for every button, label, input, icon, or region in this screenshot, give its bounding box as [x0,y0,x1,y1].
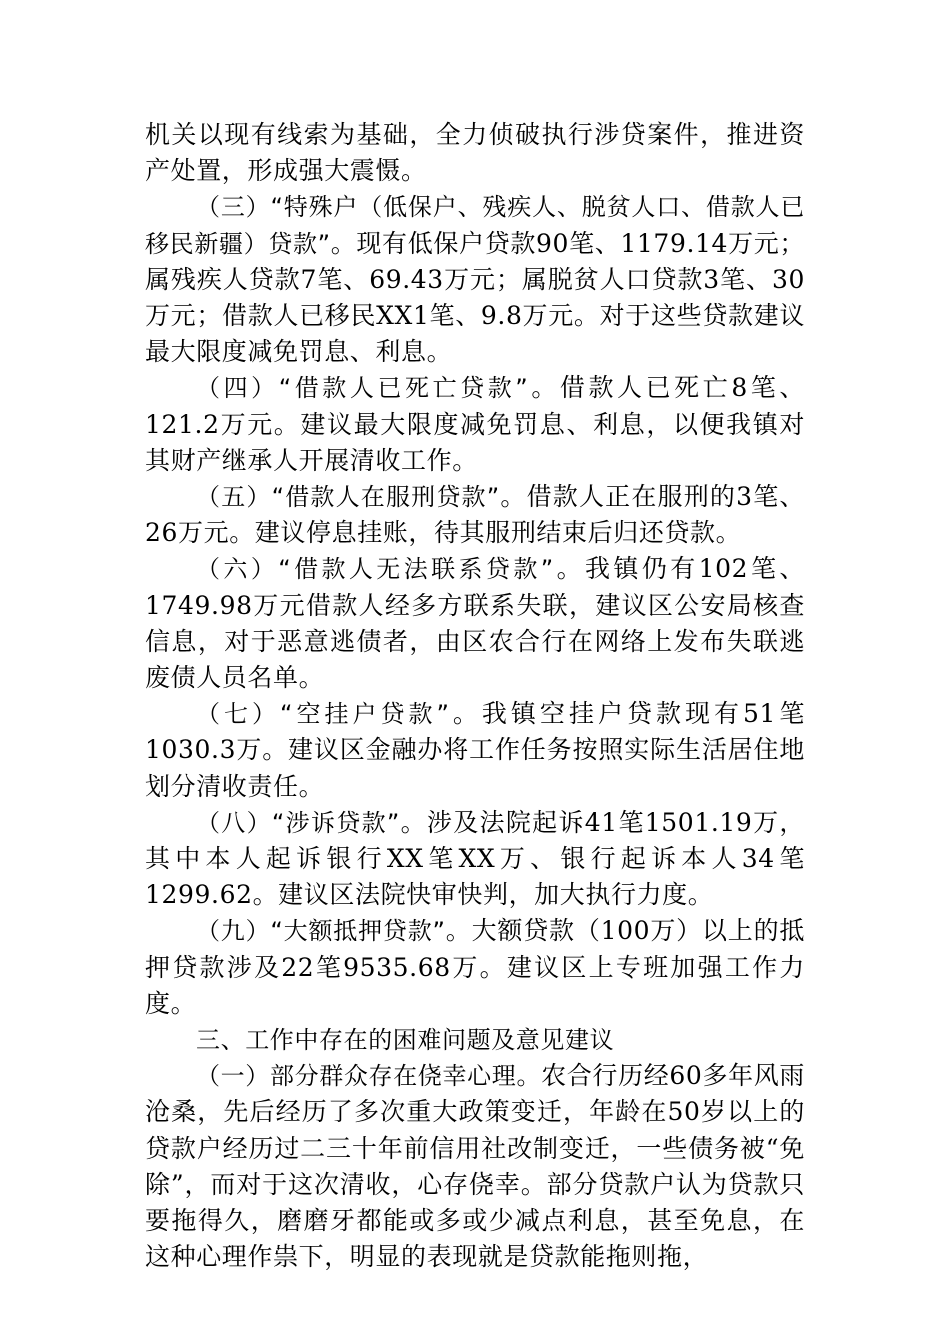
paragraph-litigation-loans [145,805,805,914]
paragraph-unreachable-borrowers [145,551,805,696]
paragraph-text: 。我镇仍有102笔、1749.98万元借款人经多方联系失联，建议区公安局核查信息，对于恶意逃债者，由区农合行在网络上发布失联逃废债人员名单。 [145,554,805,693]
paragraph-text: 。涉及法院起诉41笔1501.19万，其中本人起诉银行XX笔XX万、银行起诉本人34笔1299.62。建议区法院快审快判，加大执行力度。 [145,807,805,910]
paragraph-lead: （九）“大额抵押贷款” [196,917,446,946]
paragraph-deceased-borrowers [145,370,805,479]
paragraph-luck-mentality [145,1058,805,1275]
paragraph-special-households [145,189,805,370]
paragraph-lead: （一）部分群众存在侥幸心理。 [196,1062,542,1091]
paragraph-large-mortgage-loans [145,913,805,1022]
paragraph-shell-household-loans [145,696,805,805]
paragraph-text: 。借款人正在服刑的3笔、26万元。建议停息挂账，待其服刑结束后归还贷款。 [145,482,805,548]
paragraph-lead: （三）“特殊户（低保户、残疾人、脱贫人口、借款人已移民新疆）贷款” [145,193,805,258]
paragraph-lead: （四）“借款人已死亡贷款” [196,374,529,403]
paragraph-lead: （五）“借款人在服刑贷款” [196,483,500,512]
paragraph-lead: （八）“涉诉贷款” [196,808,400,837]
paragraph-text: 机关以现有线索为基础，全力侦破执行涉贷案件，推进资产处置，形成强大震慑。 [145,120,805,186]
paragraph-incarcerated-borrowers [145,479,805,551]
paragraph-continuation [145,117,805,189]
paragraph-text: 。借款人已死亡8笔、121.2万元。建议最大限度减免罚息、利息，以便我镇对其财产继承人开展清收工作。 [145,373,805,475]
paragraph-lead: （七）“空挂户贷款” [196,700,450,729]
paragraph-text: 。现有低保户贷款90笔、1179.14万元；属残疾人贷款7笔、69.43万元；属脱贫人口贷款3笔、30万元；借款人已移民XX1笔、9.8万元。对于这些贷款建议最大限度减免罚息、利息。 [145,228,805,367]
paragraph-text: 。我镇空挂户贷款现有51笔1030.3万。建议区金融办将工作任务按照实际生活居住地划分清收责任。 [145,699,805,801]
paragraph-lead: （六）“借款人无法联系贷款” [196,555,554,584]
document-body [145,117,805,1276]
paragraph-text: 农合行历经60多年风雨沧桑，先后经历了多次重大政策变迁，年龄在50岁以上的贷款户经历过二三十年前信用社改制变迁，一些债务被“免除”，而对于这次清收，心存侥幸。部分贷款户认为贷款只要拖得久，磨磨牙都能或多或少减点利息，甚至免息，在这种心理作祟下，明显的表现就是贷款能拖则拖， [145,1061,805,1272]
section-heading: 三、工作中存在的困难问题及意见建议 [196,1026,615,1055]
paragraph-text: 。大额贷款（100万）以上的抵押贷款涉及22笔9535.68万。建议区上专班加强工作力度。 [145,916,806,1018]
